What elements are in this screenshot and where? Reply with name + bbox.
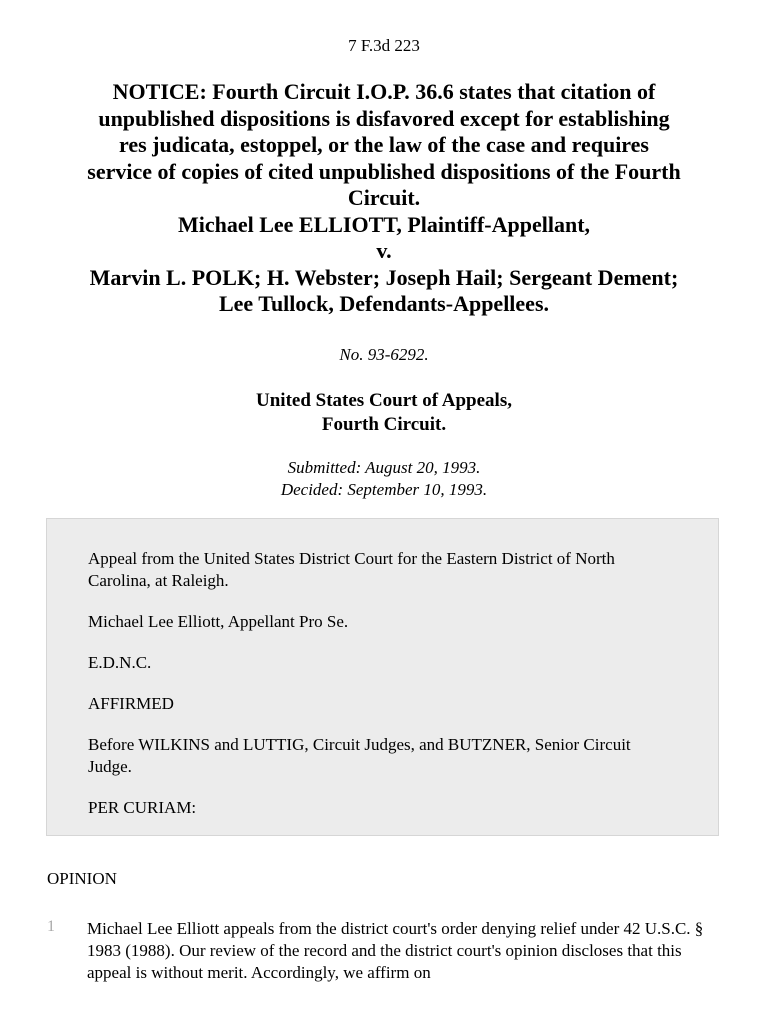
notice-line: res judicata, estoppel, or the law of the case and requires: [118, 132, 649, 157]
counsel: Michael Lee Elliott, Appellant Pro Se.: [88, 612, 349, 631]
versus: v.: [376, 238, 392, 263]
panel: Before WILKINS and LUTTIG, Circuit Judges, and BUTZNER, Senior Circuit Judge.: [88, 735, 631, 776]
submitted-date: Submitted: August 20, 1993.: [287, 458, 481, 477]
notice-line: service of copies of cited unpublished dispositions of the Fourth: [87, 158, 681, 184]
case-dates: [0, 457, 768, 501]
opinion-paragraph: Michael Lee Elliott appeals from the district court's order denying relief under 42 U.S.C. § 1983 (1988). Our review of the record and the district court's opinion discloses that this appeal is without merit. Accordingly, we affirm on: [87, 919, 704, 982]
defendants-line: Marvin L. POLK; H. Webster; Joseph Hail; Sergeant Dement;: [89, 264, 679, 290]
district-abbrev: E.D.N.C.: [88, 653, 152, 672]
reporter-citation: 7 F.3d 223: [348, 36, 420, 55]
plaintiff-name: Michael Lee ELLIOTT, Plaintiff-Appellant,: [177, 211, 591, 237]
notice-line: Circuit.: [347, 185, 421, 210]
court-name-line: United States Court of Appeals,: [256, 390, 512, 411]
notice-line: NOTICE: Fourth Circuit I.O.P. 36.6 states that citation of: [112, 79, 656, 104]
court-name-line: Fourth Circuit.: [321, 414, 447, 435]
per-curiam: PER CURIAM:: [88, 798, 197, 817]
preliminary-info-box: [46, 518, 719, 836]
defendants-line: Lee Tullock, Defendants-Appellees.: [218, 291, 550, 316]
notice-line: unpublished dispositions is disfavored except for establishing: [98, 105, 670, 131]
disposition: AFFIRMED: [88, 694, 174, 713]
decided-date: Decided: September 10, 1993.: [280, 480, 488, 499]
case-caption: [40, 79, 728, 318]
paragraph-number: 1: [47, 918, 55, 935]
appeal-from: Appeal from the United States District Court for the Eastern District of North Carolina, at Raleigh.: [88, 549, 615, 590]
docket-number: No. 93-6292.: [339, 345, 429, 364]
opinion-heading: OPINION: [47, 869, 117, 888]
court-name: [0, 389, 768, 437]
